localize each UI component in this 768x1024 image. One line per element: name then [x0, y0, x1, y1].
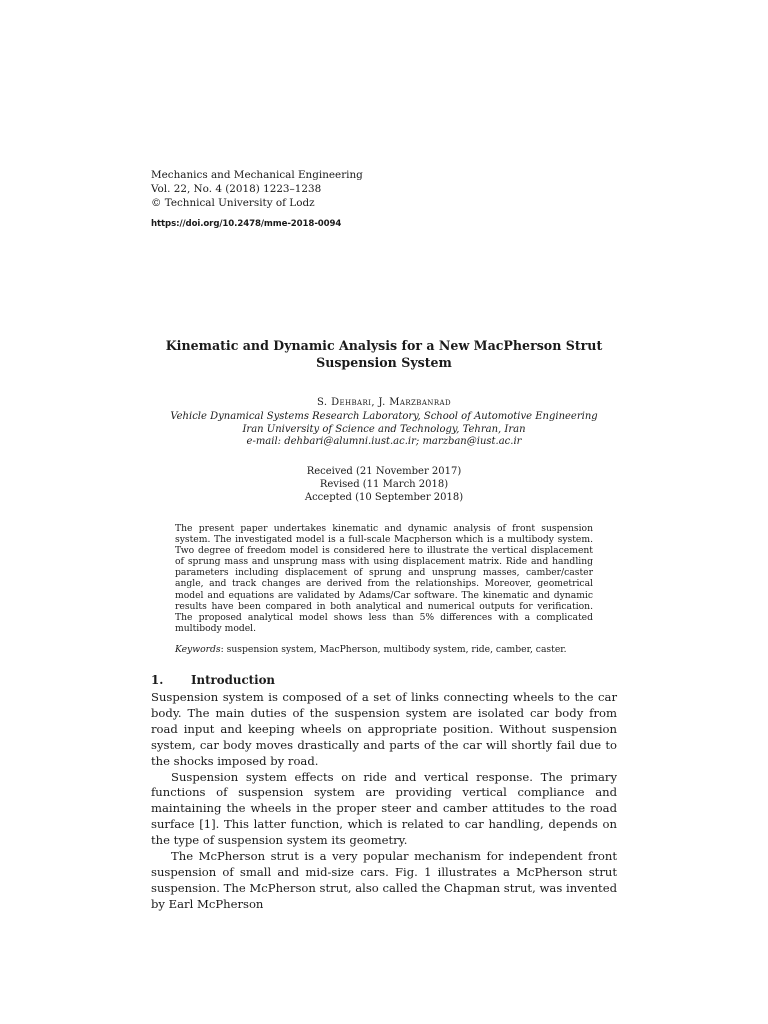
section-number: 1. [151, 673, 164, 687]
affiliation-line-2: Iran University of Science and Technology, Tehran, Iran [242, 423, 526, 435]
title-line-2: Suspension System [316, 355, 452, 370]
doi-link[interactable]: https://doi.org/10.2478/mme-2018-0094 [151, 219, 342, 229]
section-heading [151, 673, 275, 687]
body-paragraph: Suspension system is composed of a set of links connecting wheels to the car body. The main duties of the suspension system are isolated car body from road input and keeping wheels on appropriate position. Without suspension system, car body moves drastically and parts of the car will shortly fail due to the shocks imposed by road. [151, 690, 617, 768]
submission-dates [151, 465, 617, 505]
journal-volume: Vol. 22, No. 4 (2018) 1223–1238 [151, 183, 322, 195]
author-email: e-mail: dehbari@alumni.iust.ac.ir; marzban@iust.ac.ir [246, 436, 522, 448]
body-paragraph: Suspension system effects on ride and vertical response. The primary functions of suspension system are providing vertical compliance and maintaining the wheels in the proper steer and camber attitudes to the road surface [1]. This latter function, which is related to car handling, depends on the type of suspension system its geometry. [151, 769, 617, 848]
keywords [175, 644, 593, 655]
section-title: Introduction [191, 673, 276, 687]
keywords-list: : suspension system, MacPherson, multibody system, ride, camber, caster. [220, 644, 567, 655]
journal-name: Mechanics and Mechanical Engineering [151, 169, 363, 181]
paper-title [151, 337, 617, 371]
accepted-date: Accepted (10 September 2018) [304, 492, 464, 504]
revised-date: Revised (11 March 2018) [319, 479, 449, 491]
affiliation [151, 411, 617, 449]
keywords-label: Keywords [175, 644, 221, 655]
journal-publisher: © Technical University of Lodz [151, 197, 315, 209]
body-paragraph: The McPherson strut is a very popular mechanism for independent front suspension of small and mid-size cars. Fig. 1 illustrates a McPherson strut suspension. The McPherson strut, also called the Chapman strut, was invented by Earl McPherson [151, 849, 617, 911]
authors: S. Dehbari, J. Marzbanrad [317, 397, 451, 408]
section-body [151, 690, 617, 913]
affiliation-line-1: Vehicle Dynamical Systems Research Laboratory, School of Automotive Engineering [170, 411, 598, 422]
abstract-text: The present paper undertakes kinematic and dynamic analysis of front suspension system. The investigated model is a full-scale Macpherson which is a multibody system. Two degree of freedom model is considered here to illustrate the vertical displacement of sprung mass and unsprung mass with using displacement matrix. Ride and handling parameters including displacement of sprung and unsprung masses, camber/caster angle, and track changes are derived from the relationships. Moreover, geometrical model and equations are validated by Adams/Car software. The kinematic and dynamic results have been compared in both analytical and numerical outputs for verification. The proposed analytical model shows less than 5% differences with a complicated multibody model. [175, 523, 593, 634]
received-date: Received (21 November 2017) [306, 466, 462, 477]
journal-info [151, 168, 363, 210]
title-line-1: Kinematic and Dynamic Analysis for a New MacPherson Strut [165, 338, 603, 353]
